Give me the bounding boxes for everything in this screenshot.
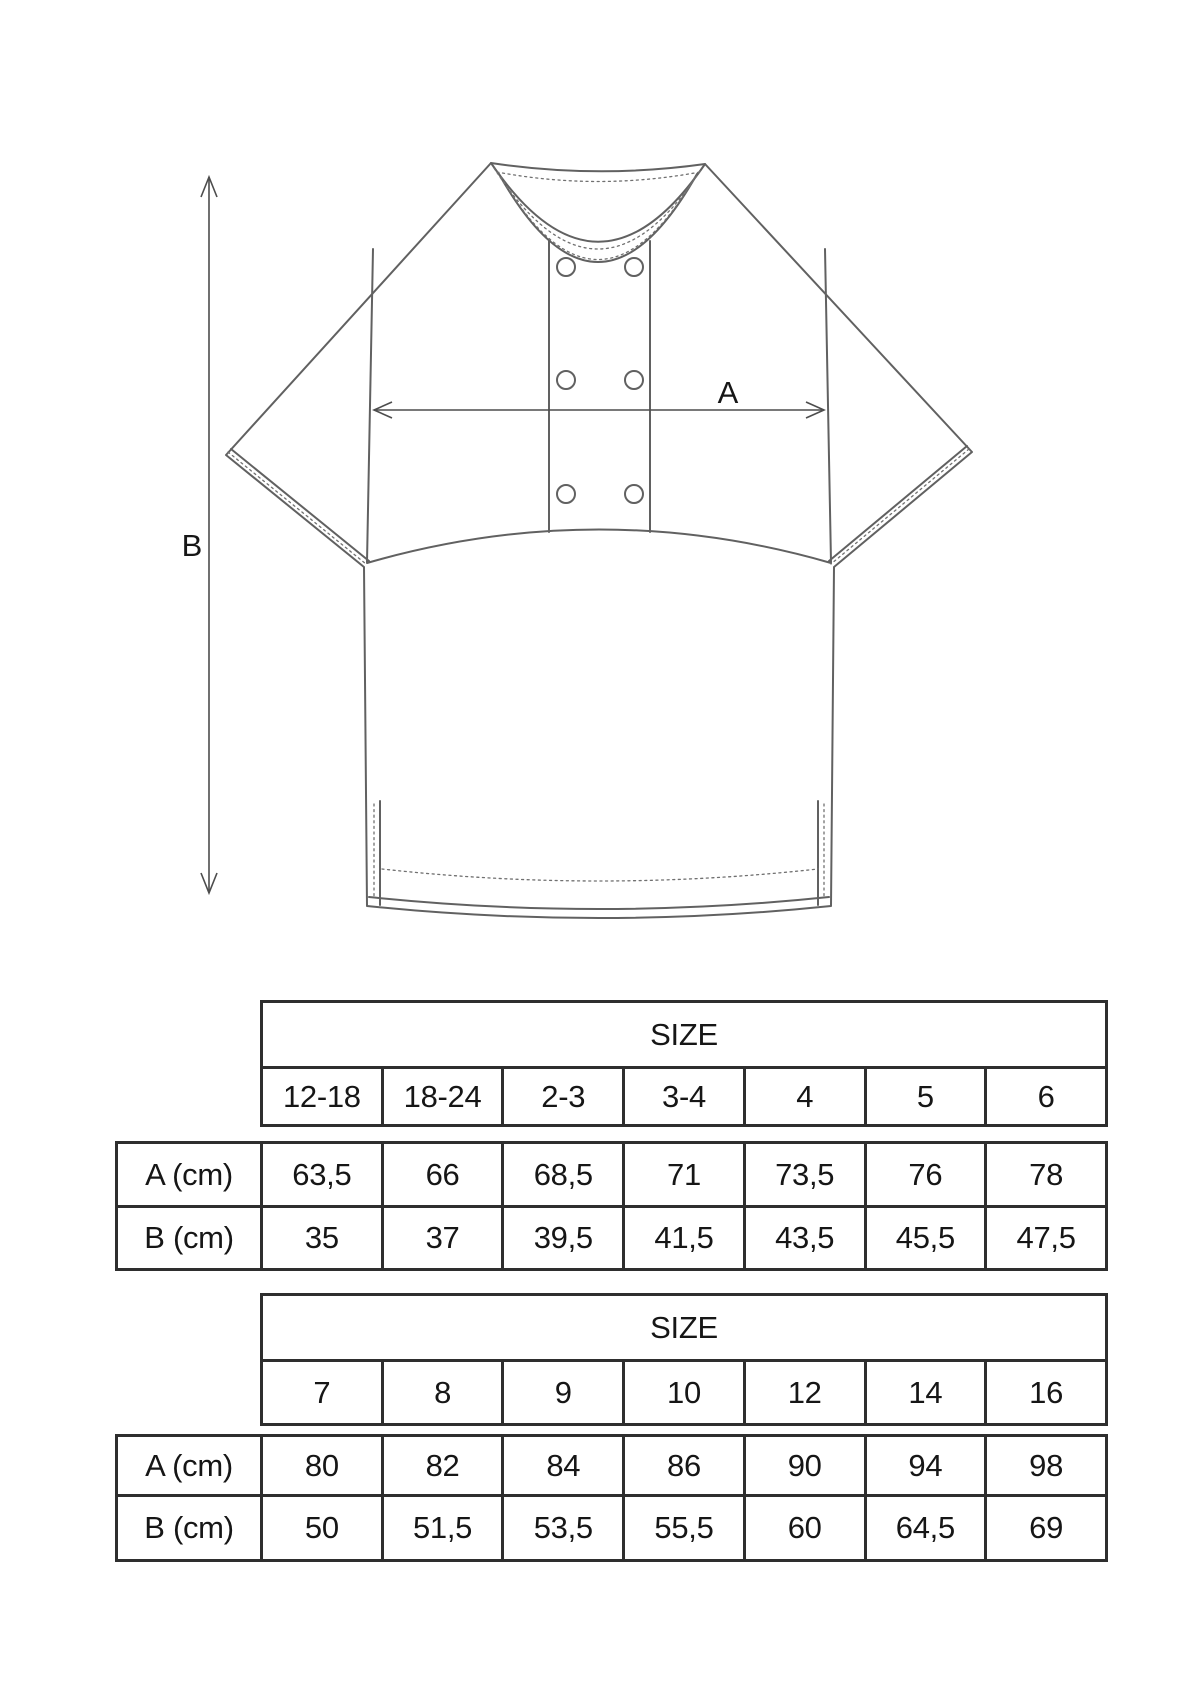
- dimension-label-b: B: [181, 528, 203, 563]
- value-cell: 35: [262, 1207, 383, 1270]
- size-cell: 12-18: [262, 1068, 383, 1126]
- size-cell: 8: [382, 1361, 503, 1425]
- size-cell: 12: [744, 1361, 865, 1425]
- value-cell: 69: [986, 1496, 1107, 1561]
- size-cell: 2-3: [503, 1068, 624, 1126]
- value-cell: 82: [382, 1436, 503, 1496]
- size-cell: 9: [503, 1361, 624, 1425]
- size-cell: 18-24: [382, 1068, 503, 1126]
- value-cell: 76: [865, 1143, 986, 1207]
- size-table-2-header: [260, 1293, 1108, 1426]
- table-row: [117, 1207, 1107, 1270]
- size-table-2-measurements: [115, 1434, 1108, 1562]
- value-cell: 51,5: [382, 1496, 503, 1561]
- value-cell: 68,5: [503, 1143, 624, 1207]
- length-arrow-b: [201, 177, 217, 893]
- value-cell: 50: [262, 1496, 383, 1561]
- size-cell: 3-4: [624, 1068, 745, 1126]
- button: [625, 258, 643, 276]
- table-row: [262, 1361, 1107, 1425]
- size-table-1-header: [260, 1000, 1108, 1127]
- button: [625, 485, 643, 503]
- size-cell: 5: [865, 1068, 986, 1126]
- size-header: SIZE: [262, 1295, 1107, 1361]
- size-header: SIZE: [262, 1002, 1107, 1068]
- size-table-1-measurements: [115, 1141, 1108, 1271]
- value-cell: 86: [624, 1436, 745, 1496]
- value-cell: 60: [744, 1496, 865, 1561]
- value-cell: 84: [503, 1436, 624, 1496]
- value-cell: 37: [382, 1207, 503, 1270]
- value-cell: 45,5: [865, 1207, 986, 1270]
- dimension-label-a: A: [717, 375, 739, 410]
- button: [557, 258, 575, 276]
- table-row: [117, 1143, 1107, 1207]
- value-cell: 94: [865, 1436, 986, 1496]
- button: [557, 485, 575, 503]
- value-cell: 78: [986, 1143, 1107, 1207]
- value-cell: 53,5: [503, 1496, 624, 1561]
- value-cell: 98: [986, 1436, 1107, 1496]
- table-row: [117, 1436, 1107, 1496]
- value-cell: 90: [744, 1436, 865, 1496]
- row-label: B (cm): [117, 1207, 262, 1270]
- value-cell: 63,5: [262, 1143, 383, 1207]
- size-cell: 16: [986, 1361, 1107, 1425]
- table-row: [117, 1496, 1107, 1561]
- row-label: A (cm): [117, 1436, 262, 1496]
- value-cell: 41,5: [624, 1207, 745, 1270]
- table-row: [262, 1068, 1107, 1126]
- value-cell: 66: [382, 1143, 503, 1207]
- row-label: A (cm): [117, 1143, 262, 1207]
- button: [625, 371, 643, 389]
- button: [557, 371, 575, 389]
- size-cell: 10: [624, 1361, 745, 1425]
- size-cell: 14: [865, 1361, 986, 1425]
- value-cell: 80: [262, 1436, 383, 1496]
- value-cell: 64,5: [865, 1496, 986, 1561]
- row-label: B (cm): [117, 1496, 262, 1561]
- table-row: [262, 1002, 1107, 1068]
- value-cell: 39,5: [503, 1207, 624, 1270]
- value-cell: 43,5: [744, 1207, 865, 1270]
- value-cell: 55,5: [624, 1496, 745, 1561]
- size-cell: 7: [262, 1361, 383, 1425]
- size-cell: 4: [744, 1068, 865, 1126]
- value-cell: 71: [624, 1143, 745, 1207]
- size-cell: 6: [986, 1068, 1107, 1126]
- table-row: [262, 1295, 1107, 1361]
- value-cell: 73,5: [744, 1143, 865, 1207]
- value-cell: 47,5: [986, 1207, 1107, 1270]
